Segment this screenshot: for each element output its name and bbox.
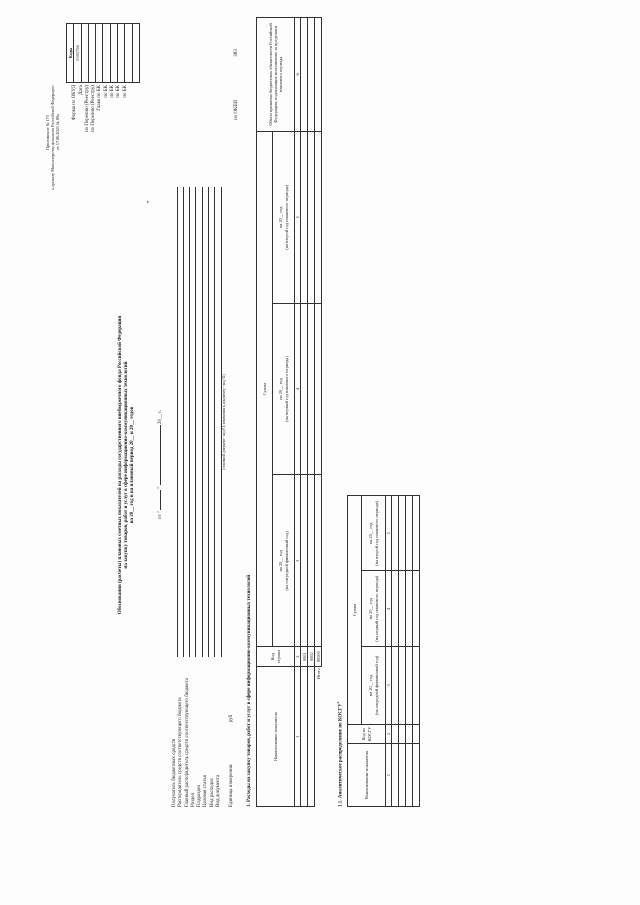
s2-cell: [399, 744, 406, 807]
s1-col-oblig: Объем принятых бюджетных обязательств Российской Федерации, подлежащих исполнению за пределами планового периода: [257, 18, 295, 132]
table-row: [399, 496, 406, 807]
s2-cell: [413, 496, 420, 571]
s1-col-code: Код строки: [257, 647, 295, 667]
s2-y1-note: (на очередной финансовый год): [373, 655, 379, 716]
code-label: Форма по ОКУД: [72, 85, 78, 121]
okei-label: по ОКЕИ: [234, 99, 239, 120]
s1-cell: [315, 475, 322, 647]
s2-col-kosgu: Код по КОСГУ: [348, 724, 386, 743]
s1-cell: [301, 667, 308, 807]
s2-num: 5: [386, 496, 392, 571]
section2-table: [347, 495, 420, 807]
title-line-1: Обоснования (расчеты) плановых сметных показателей на расходы государственного внебюджетного фонда Российской Федерации: [118, 315, 123, 615]
code-value: [125, 24, 132, 83]
s2-y2-note: (на первый год планового периода): [373, 575, 379, 642]
s2-num: 2: [386, 724, 392, 743]
section2-title-text: 1.1. Аналитическое распределение по КОСГУ: [338, 703, 344, 807]
table-row: [413, 496, 420, 807]
s2-cell: [399, 496, 406, 571]
s1-cell: [308, 475, 315, 647]
s1-cell: [315, 18, 322, 132]
title-line-3: на 20__ год и на плановый период 20__ и 20__ годов: [129, 406, 135, 524]
code-label: Дата: [78, 85, 84, 95]
s1-num: 3: [295, 475, 301, 647]
code-value: [110, 24, 117, 83]
s1-cell: [308, 667, 315, 807]
s2-cell: [406, 646, 413, 724]
s2-cell: [413, 571, 420, 646]
code-value: [96, 24, 103, 83]
header-field-label: Целевая статья: [203, 775, 209, 807]
s1-y3-note: (на второй год планового периода): [283, 184, 289, 250]
s1-cell: [315, 303, 322, 475]
okei-value: 383: [234, 49, 239, 57]
appendix-block: [46, 20, 60, 190]
s2-y2-label: на 20__ год: [368, 598, 374, 620]
s2-num: 4: [386, 571, 392, 646]
date-prefix: от ": [158, 511, 163, 519]
s2-y1-label: на 20__ год: [368, 674, 374, 697]
document-title: [118, 175, 135, 755]
header-fields: [172, 187, 236, 807]
header-field-label: Раздел: [190, 792, 196, 807]
total-row: [315, 18, 322, 807]
s2-num: 1: [386, 744, 392, 807]
header-field-label: Главный распорядитель средств соответствующего бюджета: [184, 678, 190, 807]
s1-row-code: 0001: [301, 647, 308, 667]
code-label: по Перечню (Реестру): [91, 85, 97, 133]
section2-title: [336, 701, 344, 807]
doc-type-note: (основной документ - код 01; изменения к документу - код 02): [222, 374, 227, 470]
code-value: [118, 24, 125, 83]
header-field: [216, 187, 222, 807]
unit-label: Единица измерения:: [228, 763, 234, 807]
s2-y3-note: (на второй год планового периода): [373, 500, 379, 566]
s2-cell: [413, 646, 420, 724]
s1-total-label: Итого: [315, 668, 321, 680]
s1-cell: [301, 303, 308, 475]
s1-col-y3: [273, 131, 295, 303]
s2-cell: [406, 724, 413, 743]
s2-cell: [413, 744, 420, 807]
s1-cell: [308, 303, 315, 475]
code-label: Глава по БК: [97, 85, 103, 111]
scan-dot: •: [146, 200, 152, 203]
s1-num: 1: [295, 667, 301, 807]
s1-col-y1: [273, 475, 295, 647]
s2-cell: [406, 496, 413, 571]
code-label: по БК: [122, 85, 128, 98]
s2-col-y2: [362, 571, 386, 646]
s2-cell: [406, 571, 413, 646]
section1-title: 1. Расходы на закупку товаров, работ и услуг в сфере информационно-коммуникационных технологий: [247, 574, 252, 807]
table-row: [301, 18, 308, 807]
s1-col-sum: Сумма: [257, 131, 273, 646]
date-mid: ": [158, 486, 163, 489]
header-field-label: Распорядитель средств соответствующего бюджета: [178, 697, 184, 807]
s1-y1-note: (на очередной финансовый год): [283, 531, 289, 591]
s1-num: 4: [295, 303, 301, 475]
s2-cell: [392, 496, 399, 571]
title-line-2: на закупку товаров, работ и услуг в сфере информационно-коммуникационных технологий: [123, 361, 129, 569]
s1-cell: [308, 131, 315, 303]
s2-y3-label: на 20__ год: [368, 522, 374, 544]
s2-cell: [406, 744, 413, 807]
s2-cell: [399, 646, 406, 724]
date-line: [158, 410, 164, 519]
unit-row: [229, 187, 236, 807]
code-value: [103, 24, 110, 83]
s1-cell: [301, 475, 308, 647]
code-label: по БК: [116, 85, 122, 98]
s1-cell: [308, 18, 315, 132]
code-label: по БК: [103, 85, 109, 98]
header-field-label: Вид расходов: [209, 778, 215, 807]
appendix-line-2: к приказу Министерства финансов Российской Федерации: [49, 85, 55, 190]
codes-header: Коды: [67, 24, 74, 83]
code-value: [81, 24, 88, 83]
header-field-label: Получатель бюджетных средств: [172, 738, 177, 807]
s2-col-y3: [362, 496, 386, 571]
s1-y3-label: на 20__ год: [278, 206, 284, 228]
s1-num: 6: [295, 18, 301, 132]
s1-num: 2: [295, 647, 301, 667]
s1-cell: [315, 131, 322, 303]
s1-y1-label: на 20__ год: [278, 550, 284, 572]
code-label: по БК: [110, 85, 116, 98]
table-row: [392, 496, 399, 807]
date-suffix: 20__ г.: [158, 410, 163, 425]
code-label: по Перечню (Реестру): [84, 85, 90, 133]
s1-y2-label: на 20__ год: [278, 378, 284, 400]
s1-total-code: 90000: [315, 647, 322, 667]
codes-labels: [66, 85, 129, 175]
table-row: [406, 496, 413, 807]
s2-cell: [392, 646, 399, 724]
code-value: 0505756: [74, 24, 81, 83]
s2-cell: [399, 724, 406, 743]
section2-footnote-mark: 1: [336, 701, 340, 704]
s2-cell: [399, 571, 406, 646]
s1-y2-note: (на первый год планового периода): [283, 356, 289, 422]
s2-cell: [392, 571, 399, 646]
appendix-line-1: Приложение № 173: [45, 115, 50, 150]
code-value: [88, 24, 95, 83]
appendix-line-3: от 17.06.2023 № 80н: [54, 113, 60, 150]
s1-row-code: 0002: [308, 647, 315, 667]
unit-value: руб: [228, 714, 234, 723]
header-field-label: Вид документа: [216, 774, 222, 807]
code-value: [132, 24, 139, 83]
s2-cell: [413, 724, 420, 743]
s2-cell: [392, 724, 399, 743]
s1-cell: [301, 18, 308, 132]
s1-num: 5: [295, 131, 301, 303]
section1-table: [256, 17, 322, 807]
header-field-label: Подраздел: [197, 784, 203, 807]
codes-table: [66, 23, 140, 83]
table-row: [308, 18, 315, 807]
s2-col-y1: [362, 646, 386, 724]
s1-col-y2: [273, 303, 295, 475]
s2-num: 3: [386, 646, 392, 724]
s2-col-name: Наименование показателя: [348, 744, 386, 807]
s2-col-sum: Сумма: [348, 496, 362, 725]
s1-col-name: Наименование показателя: [257, 667, 295, 807]
s1-cell: [301, 131, 308, 303]
s2-cell: [392, 744, 399, 807]
